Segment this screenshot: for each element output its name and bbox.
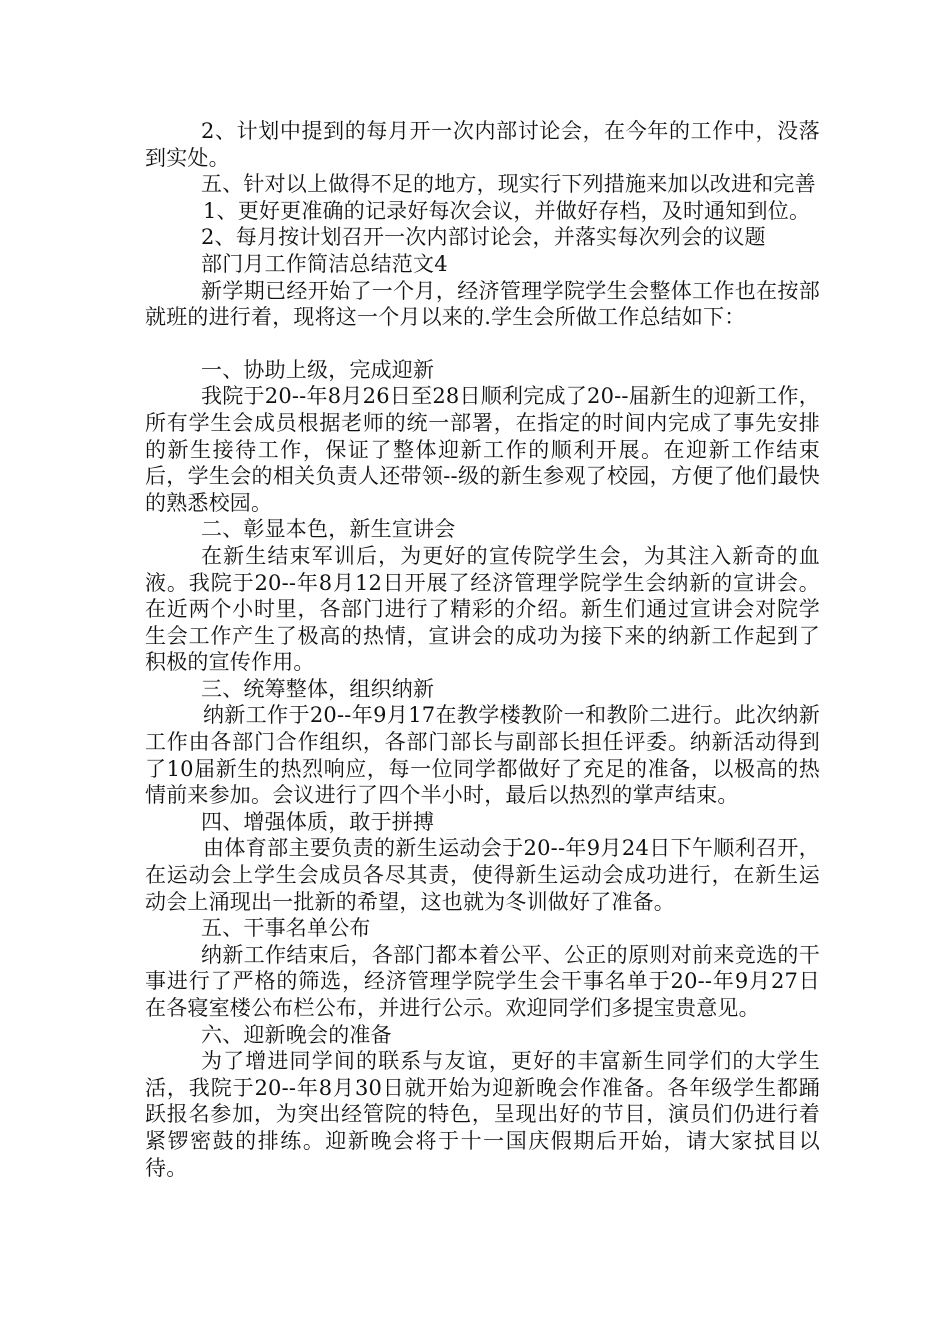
section-heading: 四、增强体质，敢于拼搏 [201, 809, 435, 834]
paragraph: 新学期已经开始了一个月，经济管理学院学生会整体工作也在按部就班的进行着，现将这一个月以来的.学生会所做工作总结如下： [145, 278, 820, 330]
paragraph: 1、更好更准确的记录好每次会议，并做好存档，及时通知到位。 [203, 198, 811, 223]
document-body [145, 118, 820, 1181]
section-heading: 五、干事名单公布 [201, 916, 371, 941]
paragraph: 2、计划中提到的每月开一次内部讨论会，在今年的工作中，没落到实处。 [145, 119, 820, 170]
section-heading: 三、统筹整体，组织纳新 [201, 676, 435, 701]
spacer [145, 331, 820, 357]
paragraph: 纳新工作于20--年9月17在教学楼教阶一和教阶二进行。此次纳新工作由各部门合作组织，各部门部长与副部长担任评委。纳新活动得到了10届新生的热烈响应，每一位同学都做好了充足的准备，以极高的热情前来参加。会议进行了四个半小时，最后以热烈的掌声结束。 [145, 703, 820, 808]
paragraph: 为了增进同学间的联系与友谊，更好的丰富新生同学们的大学生活，我院于20--年8月30日就开始为迎新晚会作准备。各年级学生都踊跃报名参加，为突出经管院的特色，呈现出好的节目，演员们仍进行着紧锣密鼓的排练。迎新晚会将于十一国庆假期后开始，请大家拭目以待。 [145, 1049, 820, 1180]
paragraph: 在新生结束军训后，为更好的宣传院学生会，为其注入新奇的血液。我院于20--年8月12日开展了经济管理学院学生会纳新的宣讲会。在近两个小时里，各部门进行了精彩的介绍。新生们通过宣讲会对院学生会工作产生了极高的热情，宣讲会的成功为接下来的纳新工作起到了积极的宣传作用。 [145, 543, 820, 675]
section-heading: 二、彰显本色，新生宣讲会 [201, 517, 456, 542]
paragraph: 2、每月按计划召开一次内部讨论会，并落实每次列会的议题 [201, 225, 766, 250]
section-title: 部门月工作简洁总结范文4 [201, 251, 448, 276]
section-heading: 一、协助上级，完成迎新 [201, 357, 435, 382]
paragraph: 我院于20--年8月26日至28日顺利完成了20--届新生的迎新工作，所有学生会成员根据老师的统一部署，在指定的时间内完成了事先安排的新生接待工作，保证了整体迎新工作的顺利开展。在迎新工作结束后，学生会的相关负责人还带领--级的新生参观了校园，方便了他们最快的熟悉校园。 [145, 384, 820, 515]
paragraph: 五、针对以上做得不足的地方，现实行下列措施来加以改进和完善 [201, 172, 816, 197]
paragraph: 纳新工作结束后，各部门都本着公平、公正的原则对前来竞选的干事进行了严格的筛选，经济管理学院学生会干事名单于20--年9月27日在各寝室楼公布栏公布，并进行公示。欢迎同学们多提宝贵意见。 [145, 942, 820, 1020]
section-heading: 六、迎新晚会的准备 [201, 1022, 392, 1047]
paragraph: 由体育部主要负责的新生运动会于20--年9月24日下午顺利召开，在运动会上学生会成员各尽其责，使得新生运动会成功进行，在新生运动会上涌现出一批新的希望，这也就为冬训做好了准备。 [145, 836, 820, 914]
